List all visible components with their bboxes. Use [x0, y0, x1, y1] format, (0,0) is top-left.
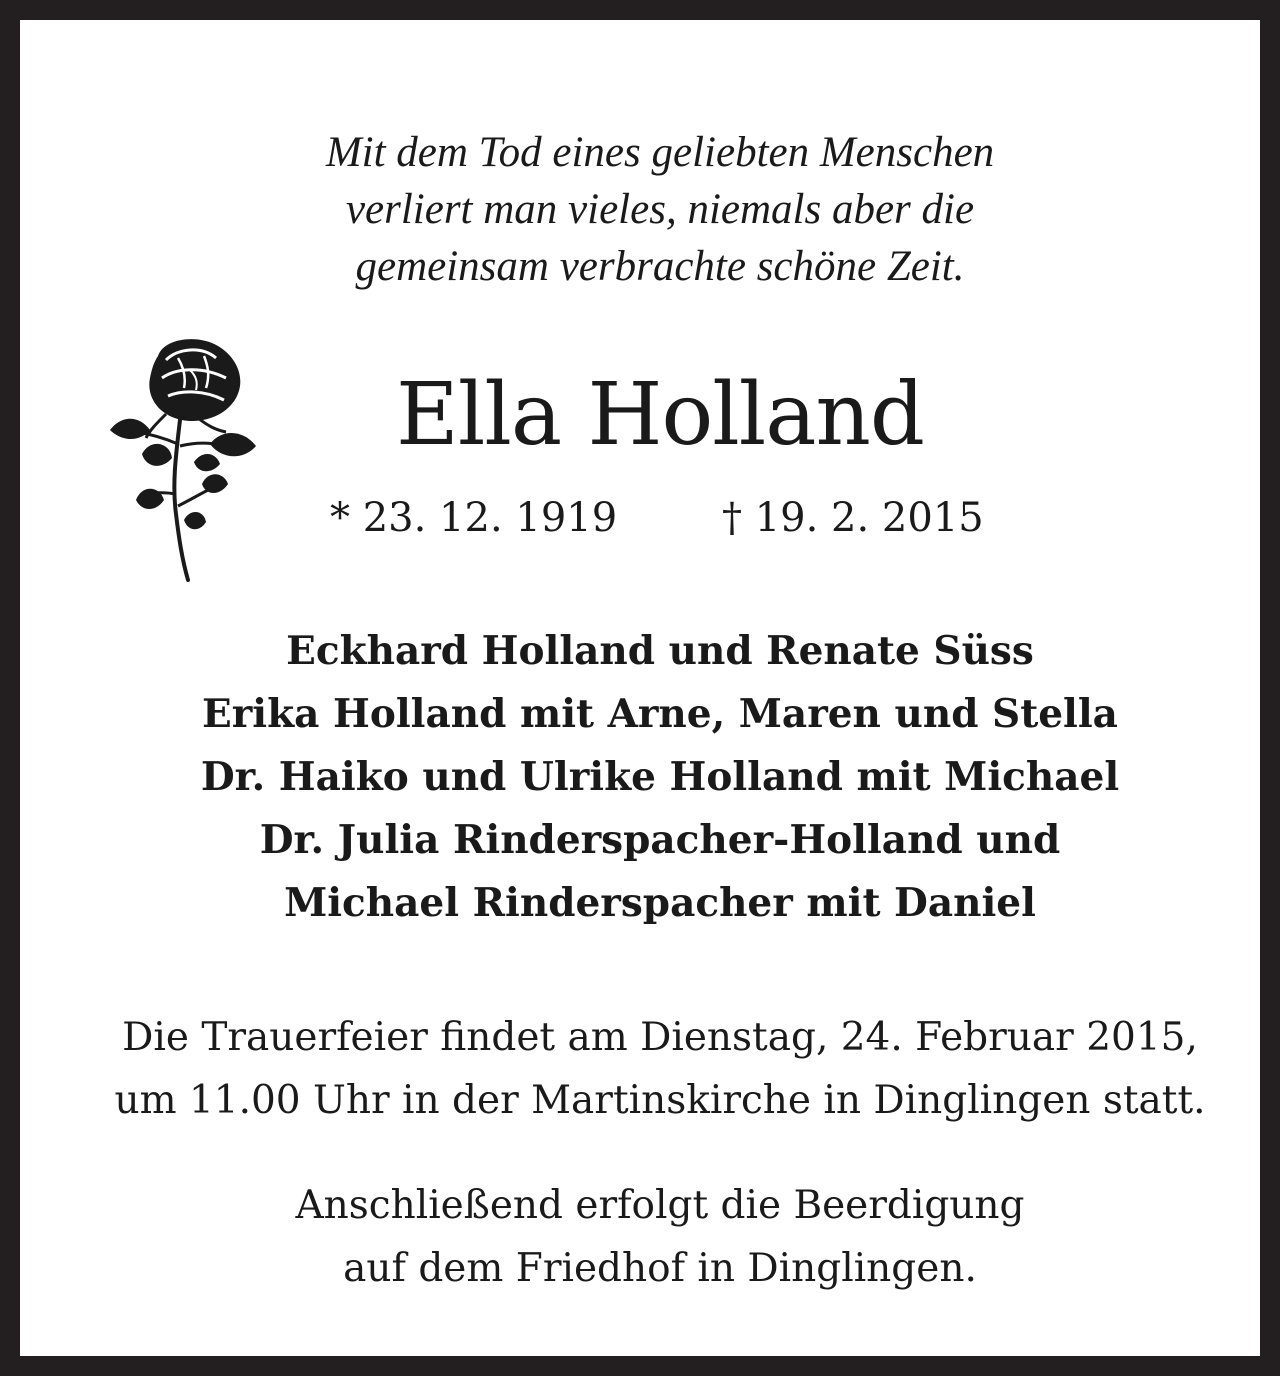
family-line: Dr. Haiko und Ulrike Holland mit Michael	[200, 754, 1120, 800]
burial-line: auf dem Friedhof in Dinglingen.	[343, 1246, 977, 1291]
family-line: Erika Holland mit Arne, Maren und Stella	[202, 691, 1118, 737]
funeral-service-notice	[20, 1006, 1280, 1132]
burial-line: Anschließend erfolgt die Beerdigung	[295, 1183, 1025, 1228]
deceased-name: Ella Holland	[396, 365, 924, 465]
service-line: Die Trauerfeier findet am Dienstag, 24. Februar 2015,	[122, 1015, 1198, 1060]
death-date: † 19. 2. 2015	[722, 495, 984, 541]
family-list	[20, 620, 1280, 935]
service-line: um 11.00 Uhr in der Martinskirche in Dinglingen statt.	[114, 1078, 1206, 1123]
birth-date: * 23. 12. 1919	[330, 495, 618, 541]
family-line: Michael Rinderspacher mit Daniel	[284, 880, 1036, 926]
memorial-quote	[20, 124, 1280, 295]
family-line: Dr. Julia Rinderspacher-Holland und	[259, 817, 1061, 863]
quote-line: Mit dem Tod eines geliebten Menschen	[325, 129, 995, 176]
quote-line: verliert man vieles, niemals aber die	[345, 186, 975, 233]
family-line: Eckhard Holland und Renate Süss	[286, 628, 1034, 674]
burial-notice	[20, 1174, 1280, 1300]
quote-line: gemeinsam verbrachte schöne Zeit.	[355, 243, 965, 290]
